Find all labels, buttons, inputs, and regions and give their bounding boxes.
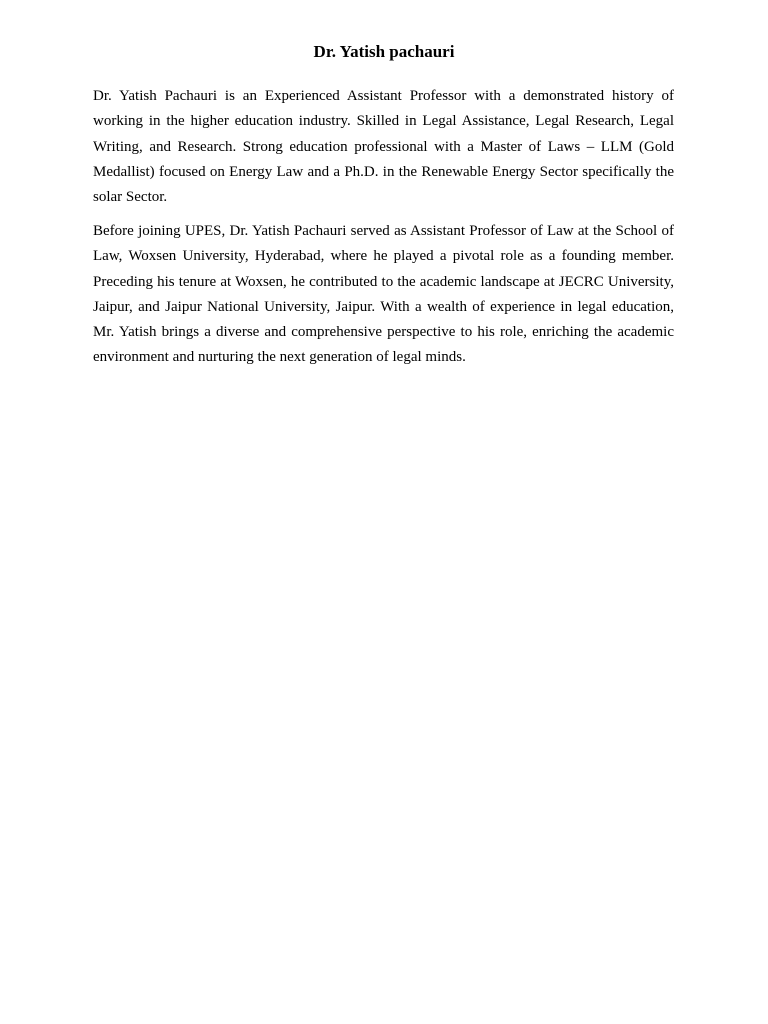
paragraph-career: Before joining UPES, Dr. Yatish Pachauri served as Assistant Professor of Law at the School of Law, Woxsen University, Hyderabad, where he played a pivotal role as a founding member. Preceding his tenure at Woxsen, he contributed to the academic landscape at JECRC University, Jaipur, and Jaipur National University, Jaipur. With a wealth of experience in legal education, Mr. Yatish brings a diverse and comprehensive perspective to his role, enriching the academic environment and nurturing the next generation of legal minds.	[93, 223, 674, 366]
document-title: Dr. Yatish pachauri	[313, 42, 455, 61]
paragraph-biography: Dr. Yatish Pachauri is an Experienced Assistant Professor with a demonstrated history of working in the higher education industry. Skilled in Legal Assistance, Legal Research, Legal Writing, and Research. Strong education professional with a Master of Laws – LLM (Gold Medallist) focused on Energy Law and a Ph.D. in the Renewable Energy Sector specifically the solar Sector.	[93, 88, 674, 206]
